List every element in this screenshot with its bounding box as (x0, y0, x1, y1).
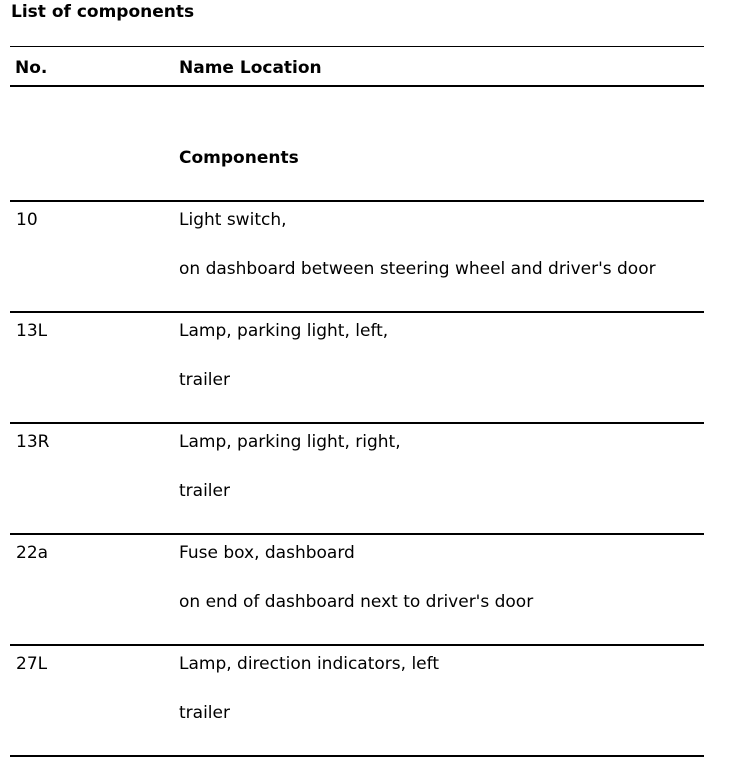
component-number: 10 (16, 210, 38, 230)
page-title: List of components (11, 2, 195, 22)
component-number: 27L (16, 654, 48, 674)
table-top-rule (10, 46, 704, 47)
section-label: Components (179, 148, 299, 168)
header-bottom-rule (10, 85, 704, 87)
component-number: 22a (16, 543, 49, 563)
component-name: Light switch, (179, 210, 287, 230)
table-row (0, 312, 736, 412)
component-location: on end of dashboard next to driver's door (179, 592, 534, 612)
component-location: trailer (179, 703, 230, 723)
header-no: No. (15, 58, 48, 78)
table-row (0, 534, 736, 634)
component-name: Lamp, direction indicators, left (179, 654, 439, 674)
component-name: Lamp, parking light, right, (179, 432, 401, 452)
table-row (0, 645, 736, 745)
component-number: 13L (16, 321, 48, 341)
table-row (0, 423, 736, 523)
header-name-location: Name Location (179, 58, 322, 78)
table-row (0, 201, 736, 301)
component-location: trailer (179, 370, 230, 390)
component-location: trailer (179, 481, 230, 501)
component-location: on dashboard between steering wheel and driver's door (179, 259, 656, 279)
component-name: Lamp, parking light, left, (179, 321, 389, 341)
component-name: Fuse box, dashboard (179, 543, 355, 563)
table-bottom-rule (10, 755, 704, 757)
component-number: 13R (16, 432, 50, 452)
